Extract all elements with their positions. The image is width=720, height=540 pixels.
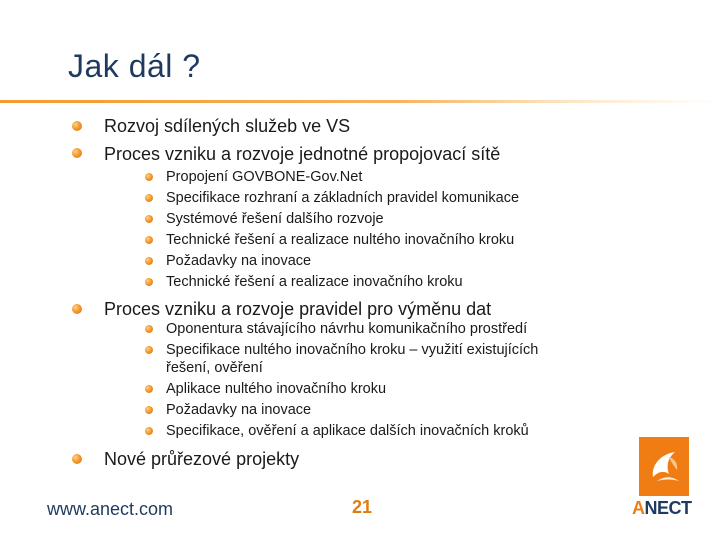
- sub-bullet-icon: [145, 173, 153, 181]
- sub-bullet-item: Požadavky na inovace: [166, 402, 312, 418]
- logo-swoosh-icon: [639, 437, 689, 496]
- sub-bullet-item: Propojení GOVBONE-Gov.Net: [166, 169, 363, 185]
- sub-bullet-item: Specifikace, ověření a aplikace dalších inovačních kroků: [166, 423, 529, 439]
- sub-bullet-item: Specifikace rozhraní a základních pravidel komunikace: [166, 190, 520, 206]
- sub-bullet-item: Technické řešení a realizace nultého inovačního kroku: [166, 232, 515, 248]
- sub-bullet-icon: [145, 194, 153, 202]
- bullet-icon: [72, 148, 82, 158]
- sub-bullet-icon: [145, 215, 153, 223]
- bullet-data-exchange-process: Proces vzniku a rozvoje pravidel pro výměnu dat: [104, 299, 492, 319]
- sub-bullet-icon: [145, 427, 153, 435]
- bullet-new-projects: Nové průřezové projekty: [104, 449, 300, 469]
- sub-bullet-icon: [145, 278, 153, 286]
- sub-bullet-icon: [145, 257, 153, 265]
- bullet-icon: [72, 121, 82, 131]
- sub-bullet-item: Technické řešení a realizace inovačního kroku: [166, 274, 463, 290]
- sub-bullet-icon: [145, 236, 153, 244]
- page-number: 21: [352, 497, 373, 517]
- slide-title: Jak dál ?: [68, 48, 201, 84]
- sub-bullet-item: Specifikace nultého inovačního kroku – využití existujících řešení, ověření: [166, 342, 539, 376]
- sub-bullet-icon: [145, 325, 153, 333]
- bullet-network-process: Proces vzniku a rozvoje jednotné propojovací sítě: [104, 144, 501, 164]
- anect-logo-icon: [639, 437, 689, 496]
- footer-website-link[interactable]: www.anect.com: [47, 499, 174, 519]
- bullet-icon: [72, 454, 82, 464]
- bullet-shared-services: Rozvoj sdílených služeb ve VS: [104, 116, 351, 136]
- sub-bullet-icon: [145, 346, 153, 354]
- bullet-icon: [72, 304, 82, 314]
- sub-bullet-icon: [145, 406, 153, 414]
- sub-bullet-icon: [145, 385, 153, 393]
- sub-bullet-item: Požadavky na inovace: [166, 253, 312, 269]
- title-divider: [0, 100, 720, 103]
- sub-bullet-item: Aplikace nultého inovačního kroku: [166, 381, 387, 397]
- anect-logo-text: ANECT: [632, 498, 692, 518]
- sub-bullet-item: Systémové řešení dalšího rozvoje: [166, 211, 384, 227]
- sub-bullet-item: Oponentura stávajícího návrhu komunikačního prostředí: [166, 321, 528, 337]
